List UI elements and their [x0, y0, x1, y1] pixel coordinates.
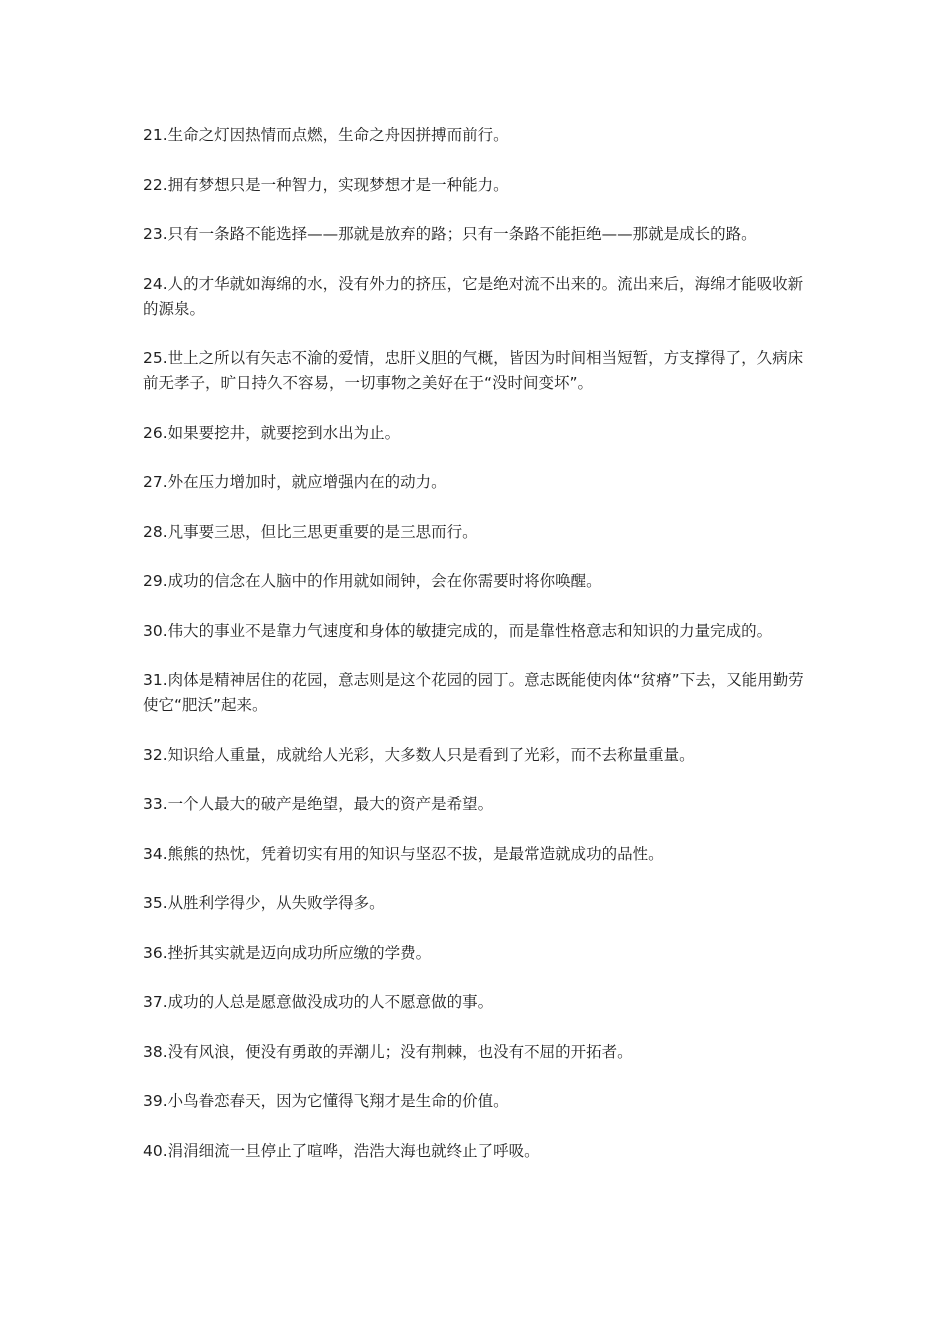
quote-item: 35.从胜利学得少，从失败学得多。	[143, 894, 385, 912]
quote-item: 23.只有一条路不能选择——那就是放弃的路；只有一条路不能拒绝——那就是成长的路。	[143, 225, 757, 243]
quote-item: 30.伟大的事业不是靠力气速度和身体的敏捷完成的，而是靠性格意志和知识的力量完成的。	[143, 621, 773, 640]
quote-item: 34.熊熊的热忱，凭着切实有用的知识与坚忍不拔，是最常造就成功的品性。	[143, 844, 664, 863]
quote-item: 28.凡事要三思，但比三思更重要的是三思而行。	[143, 522, 478, 541]
quote-item: 37.成功的人总是愿意做没成功的人不愿意做的事。	[143, 993, 494, 1011]
quote-item: 26.如果要挖井，就要挖到水出为止。	[143, 423, 401, 442]
quote-item: 38.没有风浪，便没有勇敢的弄潮儿；没有荆棘，也没有不屈的开拓者。	[143, 1042, 633, 1061]
quote-item: 33.一个人最大的破产是绝望，最大的资产是希望。	[143, 795, 494, 813]
quote-item: 32.知识给人重量，成就给人光彩，大多数人只是看到了光彩，而不去称量重量。	[143, 745, 695, 764]
quote-list	[143, 123, 815, 1188]
quote-item: 25.世上之所以有矢志不渝的爱情，忠肝义胆的气概，皆因为时间相当短暂，方支撑得了，久病床前无孝子，旷日持久不容易，一切事物之美好在于“没时间变坏”。	[143, 349, 804, 392]
quote-item: 22.拥有梦想只是一种智力，实现梦想才是一种能力。	[143, 175, 509, 194]
quote-item: 21.生命之灯因热情而点燃，生命之舟因拼搏而前行。	[143, 126, 509, 144]
quote-item: 24.人的才华就如海绵的水，没有外力的挤压，它是绝对流不出来的。流出来后，海绵才能吸收新的源泉。	[143, 274, 804, 318]
quote-item: 29.成功的信念在人脑中的作用就如闹钟，会在你需要时将你唤醒。	[143, 572, 602, 590]
quote-item: 40.涓涓细流一旦停止了喧哗，浩浩大海也就终止了呼吸。	[143, 1141, 540, 1160]
quote-item: 27.外在压力增加时，就应增强内在的动力。	[143, 473, 447, 491]
quote-item: 39.小鸟眷恋春天，因为它懂得飞翔才是生命的价值。	[143, 1092, 509, 1110]
quote-item: 31.肉体是精神居住的花园，意志则是这个花园的园丁。意志既能使肉体“贫瘠”下去，又能用勤劳使它“肥沃”起来。	[143, 671, 804, 714]
quote-item: 36.挫折其实就是迈向成功所应缴的学费。	[143, 943, 432, 962]
